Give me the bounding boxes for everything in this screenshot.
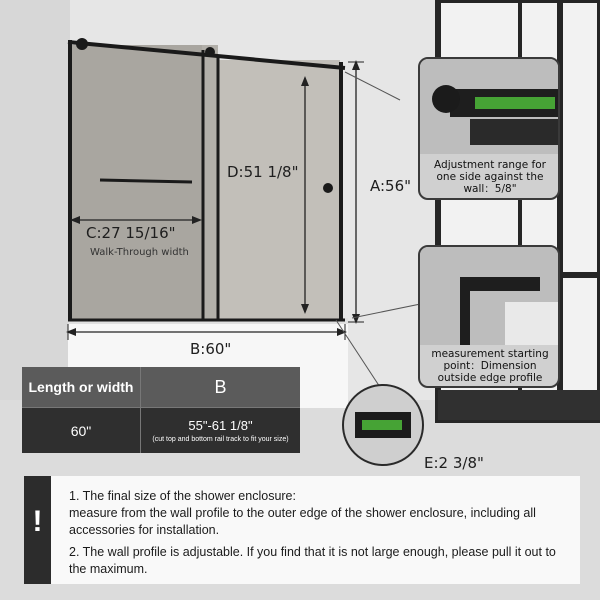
- range-note: (cut top and bottom rail track to fit your size): [152, 436, 289, 443]
- measurement-text: measurement starting point：Dimension outside edge profile: [431, 348, 549, 385]
- adjustment-text: Adjustment range for one side against the wall：5/8": [434, 159, 546, 196]
- exclamation-icon: !: [32, 505, 43, 538]
- rail-detail-image: [420, 59, 560, 154]
- measurement-callout: [418, 245, 560, 388]
- table-value-length: 60": [22, 407, 140, 453]
- dimension-e-label: E:2 3/8": [424, 454, 484, 472]
- dimension-b-label: B:60": [190, 340, 232, 358]
- dimension-c-label: C:27 15/16": [86, 224, 176, 242]
- profile-detail-image: [420, 247, 560, 345]
- walkthrough-caption: Walk-Through width: [90, 247, 189, 258]
- dimension-d-label: D:51 1/8": [227, 163, 299, 181]
- range-value: 55"-61 1/8": [188, 418, 253, 433]
- dimension-a-label: A:56": [370, 177, 412, 195]
- table-header-b: B: [140, 367, 300, 407]
- note-1-body: measure from the wall profile to the outer edge of the shower enclosure, including all accessories for installation.: [69, 506, 536, 537]
- adjustment-callout: [418, 57, 560, 200]
- note-1-title: 1. The final size of the shower enclosure:: [69, 489, 296, 503]
- table-header-length: Length or width: [22, 367, 140, 407]
- note-2: 2. The wall profile is adjustable. If you find that it is not large enough, please pull it out to the maximum.: [69, 545, 556, 576]
- table-value-range: [140, 407, 300, 453]
- profile-zoom-circle: [340, 382, 426, 468]
- glass-panel-right: [218, 60, 340, 320]
- size-spec-table: [22, 367, 300, 453]
